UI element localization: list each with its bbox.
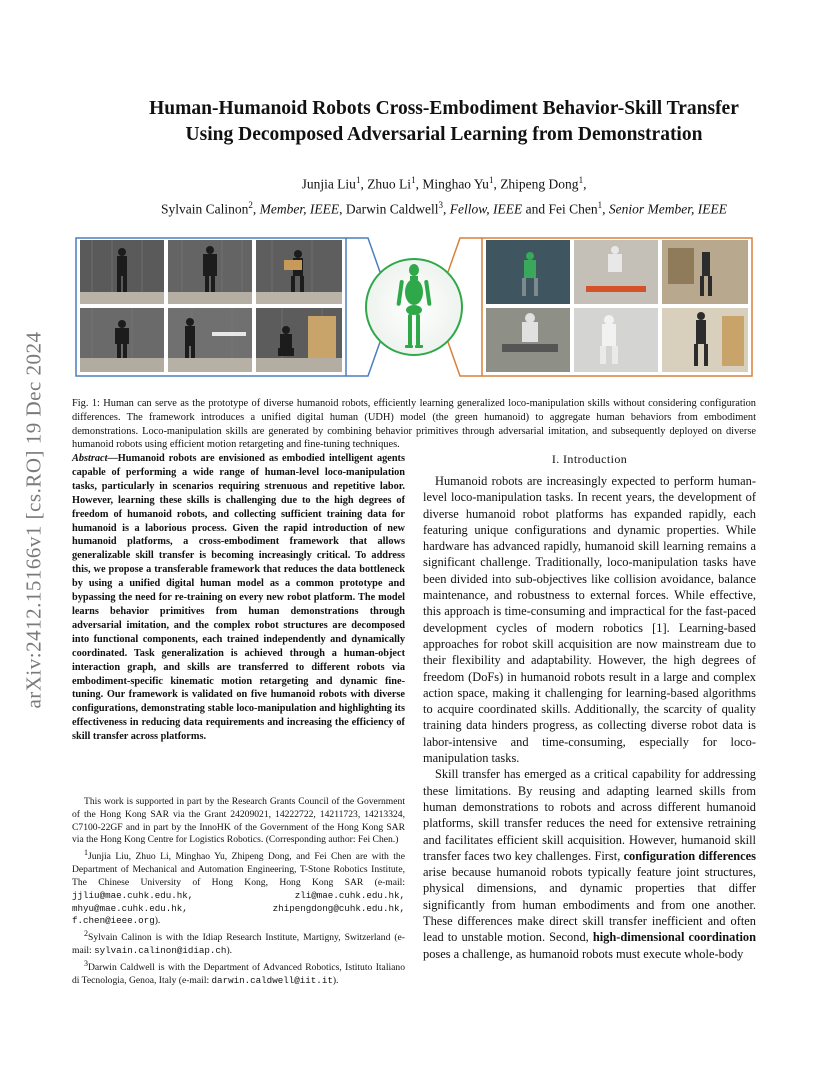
email-address: darwin.caldwell@iit.it bbox=[211, 974, 333, 986]
author-role: Fellow, IEEE bbox=[449, 201, 523, 216]
author-name: Fei Chen bbox=[548, 201, 598, 216]
robot-panel bbox=[482, 238, 752, 376]
author-name: Darwin Caldwell bbox=[345, 201, 439, 216]
affiliation-end: ). bbox=[226, 945, 233, 957]
intro-paragraph-1: Humanoid robots are increasingly expected to perform human-level loco-manipulation tasks. In recent years, the development of diverse humanoid robot platforms has expanded rapidly, each featuring unique configurations and dynamic properties. While hardware has advanced rapidly, humanoid skill learning remains a significant challenge. Traditionally, loco-manipulation tasks have been divided into sub-objectives like collision avoidance, balance maintenance, and robustness to external forces. While effective, this approach is time-consuming and impractical for the fast-paced development cycles of modern robotics [1]. Learning-based approaches for robot skill acquisition are now mainstream due to their flexibility and adaptability. However, the high degrees of freedom (DoFs) in humanoid robots result in a large and complex action space, making it challenging for learning-based algorithms to acquire coordinated skills. Additionally, the scarcity of quality training data hinders progress, as collecting diverse robot data is labor-intensive and time-consuming, especially for loco-manipulation tasks. bbox=[423, 474, 756, 766]
udh-humanoid bbox=[366, 259, 462, 355]
affiliation-text: Darwin Caldwell is with the Department of Advanced Robotics, Istituto Italiano di Tecnologia, Genoa, Italy (e-mail: bbox=[72, 962, 405, 986]
affiliation-mark: 3 bbox=[84, 958, 88, 968]
footnotes bbox=[72, 796, 405, 988]
paragraph-text: poses a challenge, as humanoid robots must execute whole-body bbox=[423, 946, 744, 961]
paragraph-text: arise because humanoid robots typically feature joint structures, physical dimensions, and dynamic properties that differ significantly from human embodiments and from one another. These differences make direct skill transfer inefficient and often lead to unstable motion. Second, bbox=[423, 865, 756, 945]
author-name: Minghao Yu bbox=[422, 176, 489, 192]
section-heading: I. Introduction bbox=[551, 452, 628, 466]
arxiv-identifier: arXiv:2412.15166v1 [cs.RO] 19 Dec 2024 bbox=[21, 331, 46, 709]
email-address: sylvain.calinon@idiap.ch bbox=[94, 945, 227, 957]
author-name: Zhuo Li bbox=[367, 176, 412, 192]
author-name: Sylvain Calinon bbox=[161, 201, 249, 216]
author-line-1: Junjia Liu$^1$, Zhuo Li$^1$, Minghao Yu$^1$, Zhipeng Dong$^1$, bbox=[301, 175, 587, 192]
affiliation-mark: 1 bbox=[84, 848, 88, 858]
affiliation-mark: 2 bbox=[248, 199, 253, 210]
author-name: Junjia Liu bbox=[301, 176, 356, 192]
affiliation-mark: 3 bbox=[438, 199, 443, 210]
affiliation-mark: 1 bbox=[355, 175, 361, 185]
funding-note: This work is supported in part by the Research Grants Council of the Government of the Hong Kong SAR via the Grant 24209021, 14222722, 14211723, 14213324, C7100-22GF and in part by the InnoHK of the Government of the Hong Kong SAR via the Hong Kong Centre for Logistics Robotics. (Corresponding author: Fei Chen.) bbox=[72, 796, 405, 846]
affiliation-mark: 1 bbox=[488, 175, 494, 185]
left-column bbox=[72, 452, 405, 744]
bold-term: configuration differences bbox=[623, 848, 756, 863]
affiliation-mark: 1 bbox=[578, 175, 584, 185]
table-prop bbox=[212, 332, 246, 336]
title-line-1: Human-Humanoid Robots Cross-Embodiment Behavior-Skill Transfer bbox=[149, 98, 739, 119]
affiliation-mark: 2 bbox=[84, 929, 88, 939]
author-line-2: Sylvain Calinon$^2$, Member, IEEE, Darwin Caldwell$^3$, Fellow, IEEE and Fei Chen$^1$, Senior Member, IEEE bbox=[161, 199, 727, 216]
title-line-2: Using Decomposed Adversarial Learning from Demonstration bbox=[185, 124, 703, 145]
arxiv-sidebar bbox=[0, 0, 60, 1072]
affiliation-text: Sylvain Calinon is with the Idiap Research Institute, Martigny, Switzerland (e-mail: bbox=[72, 932, 405, 957]
box-prop bbox=[284, 260, 302, 270]
affiliation-end: ). bbox=[154, 915, 161, 927]
paper-title bbox=[60, 96, 828, 148]
affiliation-note-2 bbox=[72, 928, 405, 958]
figure-1 bbox=[72, 232, 756, 382]
figure-caption: Fig. 1: Human can serve as the prototype of diverse humanoid robots, efficiently learning generalized loco-manipulation skills without considering configuration differences. The framework introduces a unified digital human (UDH) model (the green humanoid) to aggregate human behaviors from embodiment demonstrations. Loco-manipulation skills are generated by combining behavior primitives through adversarial imitation, and subsequently deployed on diverse humanoid robots using efficient motion retargeting and fine-tuning techniques. bbox=[72, 398, 756, 451]
affiliation-text: Junjia Liu, Zhuo Li, Minghao Yu, Zhipeng Dong, and Fei Chen are with the Department of Mechanical and Automation Engineering, T-Stone Robotics Institute, The Chinese University of Hong Kong, Hong Kong SAR (e-mail: bbox=[72, 851, 405, 888]
abstract bbox=[72, 452, 405, 744]
door-prop bbox=[308, 316, 336, 358]
author-list bbox=[60, 170, 828, 219]
bold-term: high-dimensional coordination bbox=[592, 930, 756, 945]
affiliation-mark: 1 bbox=[411, 175, 416, 185]
affiliation-note-3 bbox=[72, 958, 405, 988]
author-role: Senior Member, IEEE bbox=[608, 201, 727, 216]
abstract-label: Abstract bbox=[72, 453, 108, 464]
paragraph-text: Skill transfer has emerged as a critical capability for addressing these limitations. By reusing and adapting learned skills from human demonstrations to robots and across different humanoid platforms, skill transfer reduces the need for extensive retraining and facilitates efficient skill acquisition. However, humanoid skill transfer faces two key challenges. First, bbox=[423, 767, 756, 863]
human-demo-panel bbox=[76, 238, 346, 376]
right-column bbox=[423, 452, 756, 962]
affiliation-note-1 bbox=[72, 847, 405, 928]
affiliation-end: ). bbox=[332, 974, 339, 986]
email-list: jjliu@mae.cuhk.edu.hk, zli@mae.cuhk.edu.hk, mhyu@mae.cuhk.edu.hk, zhipengdong@cuhk.edu.hk, f.chen@ieee.org bbox=[72, 889, 405, 927]
abstract-text: —Humanoid robots are envisioned as embodied intelligent agents capable of performing a wide range of human-level loco-manipulation tasks, particularly in scenarios requiring strenuous and repetitive labor. However, learning these skills is challenging due to the high degrees of freedom of humanoid robots, and collecting sufficient training data for humanoid is a laborious process. Given the rapid introduction of new humanoid platforms, a cross-embodiment framework that allows generalizable skill transfer is becoming increasingly critical. To address this, we propose a transferable framework that reduces the data bottleneck by using a unified digital human model as a common prototype and bypassing the need for re-training on every new robot platform. The model learns behavior primitives from human demonstrations through adversarial imitation, and the complex robot structures are decomposed into functional components, each trained independently and dynamically coordinated. Task generalization is achieved through a human-object interaction graph, and skills are transferred to different robots via embodiment-specific kinematic motion retargeting and dynamic fine-tuning. Our framework is validated on five humanoid robots with diverse configurations, demonstrating stable loco-manipulation and highlighting its effectiveness in reducing data requirements and increasing the efficiency of skill transfer across platforms. bbox=[72, 453, 405, 743]
author-role: Member, IEEE bbox=[259, 201, 340, 216]
intro-paragraph-2 bbox=[423, 766, 756, 962]
affiliation-mark: 1 bbox=[597, 199, 603, 210]
author-name: Zhipeng Dong bbox=[500, 176, 579, 192]
